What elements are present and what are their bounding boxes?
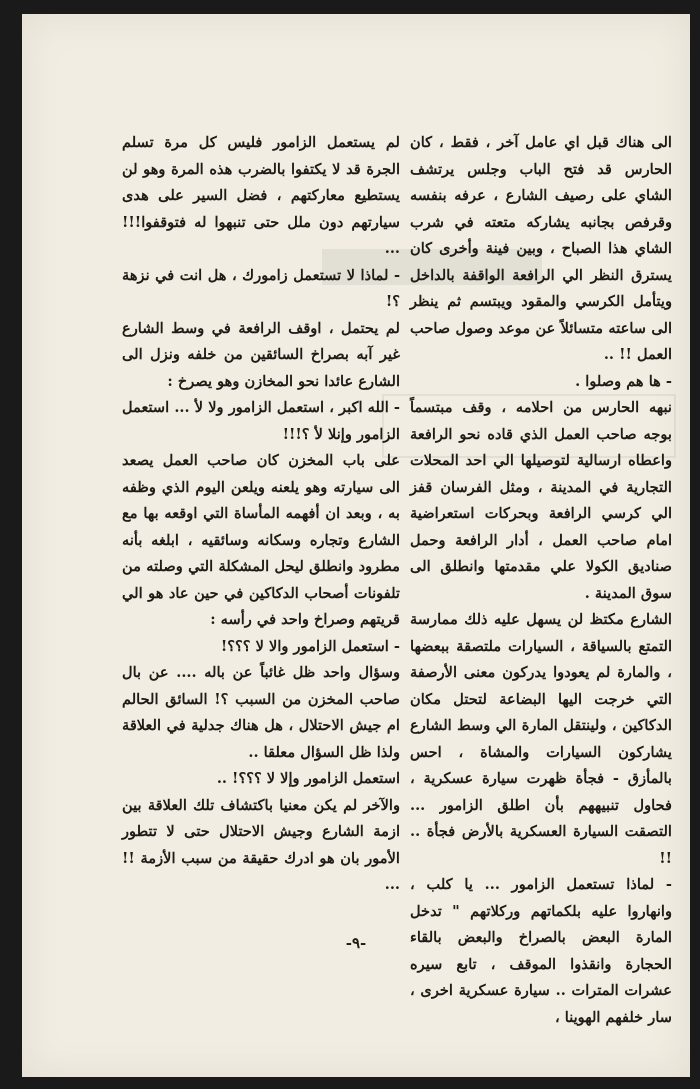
- paragraph: - ها هم وصلوا .: [575, 372, 672, 390]
- paragraph: لم يحتمل ، اوقف الرافعة في وسط الشارع غير آبه بصراخ السائقين من خلفه ونزل الى الشارع عائدا نحو المخازن وهو يصرخ :: [122, 319, 400, 390]
- paragraph: - لماذا لا تستعمل زامورك ، هل انت في نزهة ؟!: [122, 266, 400, 310]
- paragraph: نبهه الحارس من احلامه ، وقف مبتسماً بوجه صاحب العمل الذي قاده نحو الرافعة واعطاه ارسالية لتوصيلها الي احد المحلات التجارية في المدينة ، ومثل الفرسان قفز الي كرسي الرافعة وبحركات استعراضية امام صاحب العمل ، أدار الرافعة وحمل صناديق الكولا علي مقدمتها وانطلق الى سوق المدينة .: [410, 399, 672, 602]
- paragraph: - استعمل الزامور والا لا ؟؟؟!: [220, 637, 400, 655]
- paragraph: وسؤال واحد ظل غائباً عن باله .... عن بال صاحب المخزن من السبب ؟! السائق الحالم ام جيش الاحتلال ، هل هناك جدلية في العلاقة ولذا ظل السؤال معلقا ..: [122, 664, 400, 761]
- page-sheet: [22, 14, 690, 1077]
- paragraph: على باب المخزن كان صاحب العمل يصعد الى سيارته وهو يلعنه ويلعن اليوم الذي وظفه به ، وبعد ان أفهمه المأساة التي اوقعه بها مع الشارع وتجاره وسكانه وسائقيه ، ابلغه بأنه مطرود وانطلق ليحل المشكلة التي وصلته من تلفونات أصحاب الدكاكين في حين عاد هو الي قريتهم وصراخ واحد في رأسه :: [122, 452, 400, 628]
- paragraph: الشارع مكتظ لن يسهل عليه ذلك ممارسة التمتع بالسياقة ، السيارات ملتصقة ببعضها ، والمارة لم يعودوا يدركون معنى الأرصفة التي خرجت اليها البضاعة لتحتل مكان الدكاكين ، ولينتقل المارة الي وسط الشارع يشاركون السيارات والمشاة ، احس بالمأزق - فجأة ظهرت سيارة عسكرية ، فحاول تنبيههم بأن اطلق الزامور ... التصقت السيارة العسكرية بالأرض فجأة .. !!: [410, 611, 672, 867]
- page-number: -٩-: [345, 934, 367, 952]
- paragraph: استعمل الزامور وإلا لا ؟؟؟! ..: [216, 770, 400, 787]
- text-column-right: [410, 130, 672, 1031]
- text-column-left: [122, 130, 400, 899]
- paragraph: - الله اكبر ، استعمل الزامور ولا لأ ... استعمل الزامور وإنلا لأ ؟!!!: [122, 399, 400, 443]
- paragraph: - لماذا تستعمل الزامور ... يا كلب ، وانهاروا عليه بلكماتهم وركلاتهم " تدخل المارة البعض بالصراخ والبعض بالقاء الحجارة وانقذوا الموقف ، تابع سيره عشرات المترات .. سيارة عسكرية اخرى ، سار خلفهم الهوينا ،: [410, 876, 672, 1026]
- paragraph: الى هناك قبل اي عامل آخر ، فقط ، كان الحارس قد فتح الباب وجلس يرتشف الشاي على رصيف الشارع ، عرفه بنفسه وقرفص بجانبه يشاركه متعته في شرب الشاي هذا الصباح ، وبين فينة وأخرى كان يسترق النظر الي الرافعة الواقفة بالداخل ويتأمل الكرسي والمقود ويبتسم ثم ينظر الى ساعته متسائلاً عن موعد وصول صاحب العمل !! ..: [410, 134, 672, 363]
- paragraph: لم يستعمل الزامور فليس كل مرة تسلم الجرة قد لا يكتفوا بالضرب هذه المرة وهو لن يستطيع معاركتهم ، فضل السير على هدى سيارتهم دون ملل حتى تنبهوا له فتوقفوا!!! ...: [122, 134, 400, 257]
- paragraph: والآخر لم يكن معنيا باكتشاف تلك العلاقة بين ازمة الشارع وجيش الاحتلال حتى لا تتطور الأمور بان هو ادرك حقيقة من سبب الأزمة !! ...: [122, 796, 400, 893]
